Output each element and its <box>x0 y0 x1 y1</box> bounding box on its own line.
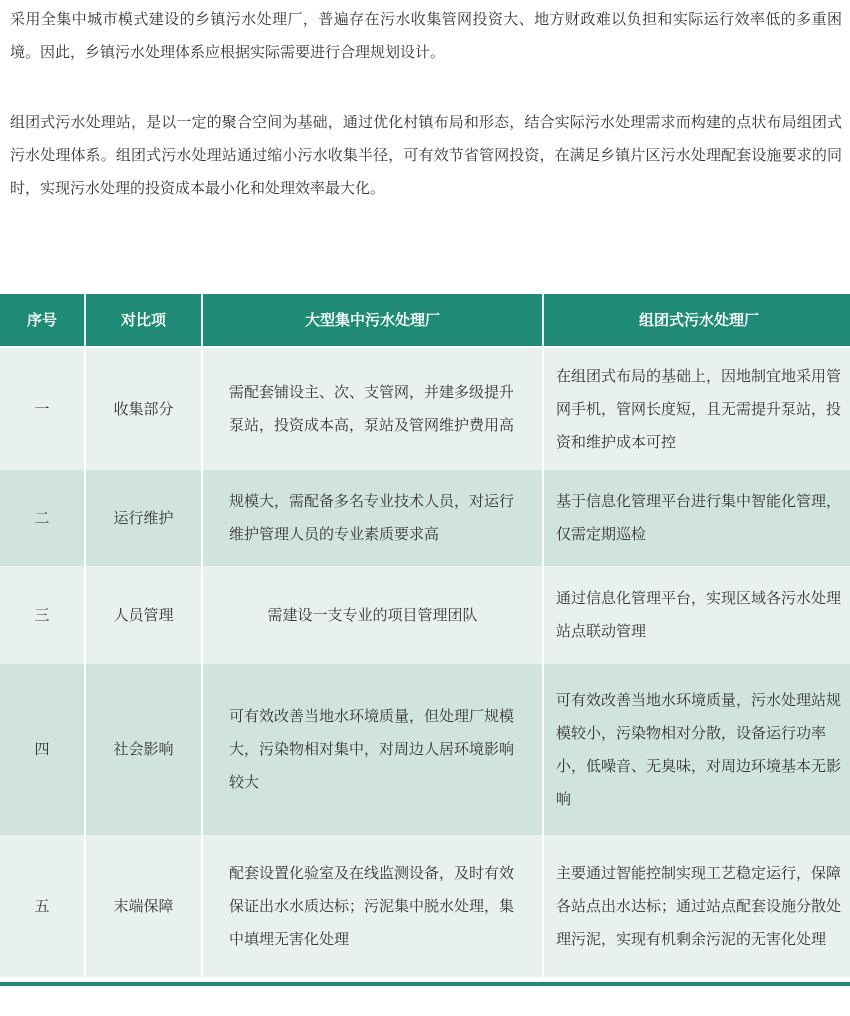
intro-text-1: 采用全集中城市模式建设的乡镇污水处理厂，普遍存在污水收集管网投资大、地方财政难以负担和实际运行效率低的多重困境。因此，乡镇污水处理体系应根据实际需要进行合理规划设计。 <box>10 10 842 61</box>
comparison-table <box>0 294 850 977</box>
table-row <box>0 348 850 470</box>
row-number: 三 <box>0 566 86 664</box>
row-large-plant <box>203 835 544 977</box>
row-number: 二 <box>0 470 86 566</box>
row-item: 运行维护 <box>86 470 203 566</box>
row-number: 五 <box>0 835 86 977</box>
row-item: 收集部分 <box>86 348 203 470</box>
header-item: 对比项 <box>86 294 203 346</box>
intro-text-2: 组团式污水处理站，是以一定的聚合空间为基础，通过优化村镇布局和形态，结合实际污水处理需求而构建的点状布局组团式污水处理体系。组团式污水处理站通过缩小污水收集半径，可有效节省管网投资，在满足乡镇片区污水处理配套设施要求的同时，实现污水处理的投资成本最小化和处理效率最大化。 <box>10 113 842 197</box>
row-large-text: 可有效改善当地水环境质量，但处理厂规模大，污染物相对集中，对周边人居环境影响较大 <box>229 707 515 791</box>
row-cluster-plant <box>544 835 850 977</box>
row-large-plant <box>203 566 544 664</box>
header-large-plant: 大型集中污水处理厂 <box>203 294 544 346</box>
table-header-row <box>0 294 850 346</box>
intro-paragraph-1 <box>10 3 842 69</box>
row-cluster-plant <box>544 348 850 470</box>
table-bottom-divider <box>0 982 850 986</box>
row-number: 四 <box>0 664 86 835</box>
row-large-text: 规模大，需配备多名专业技术人员，对运行维护管理人员的专业素质要求高 <box>229 492 515 543</box>
row-large-plant <box>203 664 544 835</box>
table-row <box>0 566 850 664</box>
row-cluster-plant <box>544 664 850 835</box>
row-large-plant <box>203 348 544 470</box>
row-large-text: 配套设置化验室及在线监测设备，及时有效保证出水水质达标；污泥集中脱水处理，集中填埋无害化处理 <box>229 863 515 948</box>
row-item: 人员管理 <box>86 566 203 664</box>
row-item: 末端保障 <box>86 835 203 977</box>
row-cluster-plant <box>544 566 850 664</box>
row-number: 一 <box>0 348 86 470</box>
table-row <box>0 470 850 566</box>
table-row <box>0 664 850 835</box>
intro-paragraph-2 <box>10 106 842 205</box>
header-cluster-plant: 组团式污水处理厂 <box>638 310 759 329</box>
row-cluster-text: 基于信息化管理平台进行集中智能化管理，仅需定期巡检 <box>556 492 842 543</box>
header-number: 序号 <box>0 294 86 346</box>
row-large-plant <box>203 470 544 566</box>
row-cluster-text: 可有效改善当地水环境质量，污水处理站规模较小，污染物相对分散，设备运行功率小，低噪音、无臭味，对周边环境基本无影响 <box>556 690 842 808</box>
row-cluster-plant <box>544 470 850 566</box>
row-cluster-text: 主要通过智能控制实现工艺稳定运行，保障各站点出水达标；通过站点配套设施分散处理污泥，实现有机剩余污泥的无害化处理 <box>556 863 842 948</box>
row-item: 社会影响 <box>86 664 203 835</box>
row-cluster-text: 在组团式布局的基础上，因地制宜地采用管网手机，管网长度短，且无需提升泵站，投资和维护成本可控 <box>556 366 842 451</box>
row-large-text: 需建设一支专业的项目管理团队 <box>267 605 478 624</box>
row-large-text: 需配套铺设主、次、支管网，并建多级提升泵站，投资成本高，泵站及管网维护费用高 <box>229 383 515 434</box>
table-row <box>0 835 850 977</box>
row-cluster-text: 通过信息化管理平台，实现区域各污水处理站点联动管理 <box>556 589 842 640</box>
